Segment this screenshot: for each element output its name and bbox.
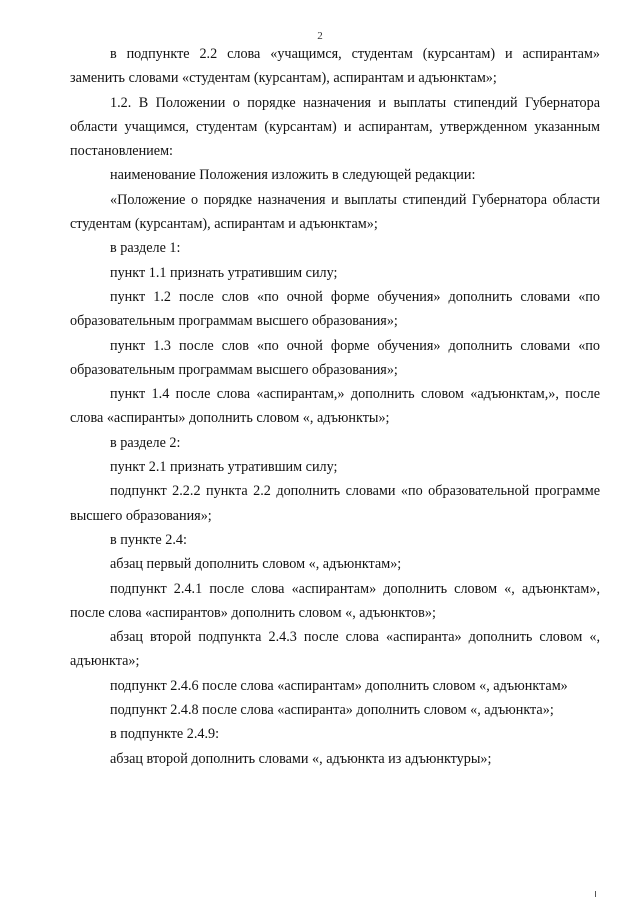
paragraph: в пункте 2.4: <box>110 531 187 548</box>
paragraph: пункт 1.2 после слов «по очной форме обучения» дополнить словами «по образовательным программам высшего образования»; <box>70 288 600 330</box>
paragraph: абзац первый дополнить словом «, адъюнктам»; <box>110 556 402 573</box>
paragraph: «Положение о порядке назначения и выплаты стипендий Губернатора области студентам (курсантам), аспирантам и адъюнктам»; <box>70 191 600 233</box>
paragraph: в разделе 2: <box>110 434 181 451</box>
paragraph: пункт 2.1 признать утратившим силу; <box>110 459 338 476</box>
paragraph: в подпункте 2.4.9: <box>110 726 220 743</box>
paragraph: 1.2. В Положении о порядке назначения и выплаты стипендий Губернатора области учащимся, студентам (курсантам) и аспирантам, утвержденном указанным постановлением: <box>70 94 600 160</box>
paragraph: в разделе 1: <box>110 240 181 257</box>
paragraph: в подпункте 2.2 слова «учащимся, студентам (курсантам) и аспирантам» заменить словами «студентам (курсантам), аспирантам и адъюнктам»; <box>70 46 600 87</box>
page-number: 2 <box>317 30 323 42</box>
paragraph: подпункт 2.4.8 после слова «аспиранта» дополнить словом «, адъюнкта»; <box>110 702 554 719</box>
document-body <box>70 42 600 771</box>
scan-mark <box>595 891 596 897</box>
paragraph: подпункт 2.2.2 пункта 2.2 дополнить словами «по образовательной программе высшего образования»; <box>70 483 600 524</box>
paragraph: подпункт 2.4.6 после слова «аспирантам» дополнить словом «, адъюнктам» <box>110 677 568 694</box>
paragraph: абзац второй подпункта 2.4.3 после слова «аспиранта» дополнить словом «, адъюнкта»; <box>70 629 600 670</box>
paragraph: подпункт 2.4.1 после слова «аспирантам» дополнить словом «, адъюнктам», после слова «аспирантов» дополнить словом «, адъюнктов»; <box>70 580 600 621</box>
paragraph: наименование Положения изложить в следующей редакции: <box>110 167 476 184</box>
paragraph: пункт 1.1 признать утратившим силу; <box>110 264 338 281</box>
paragraph: абзац второй дополнить словами «, адъюнкта из адъюнктуры»; <box>110 750 492 767</box>
paragraph: пункт 1.3 после слов «по очной форме обучения» дополнить словами «по образовательным программам высшего образования»; <box>70 337 600 378</box>
paragraph: пункт 1.4 после слова «аспирантам,» дополнить словом «адъюнктам,», после слова «аспиранты» дополнить словом «, адъюнкты»; <box>70 386 600 427</box>
